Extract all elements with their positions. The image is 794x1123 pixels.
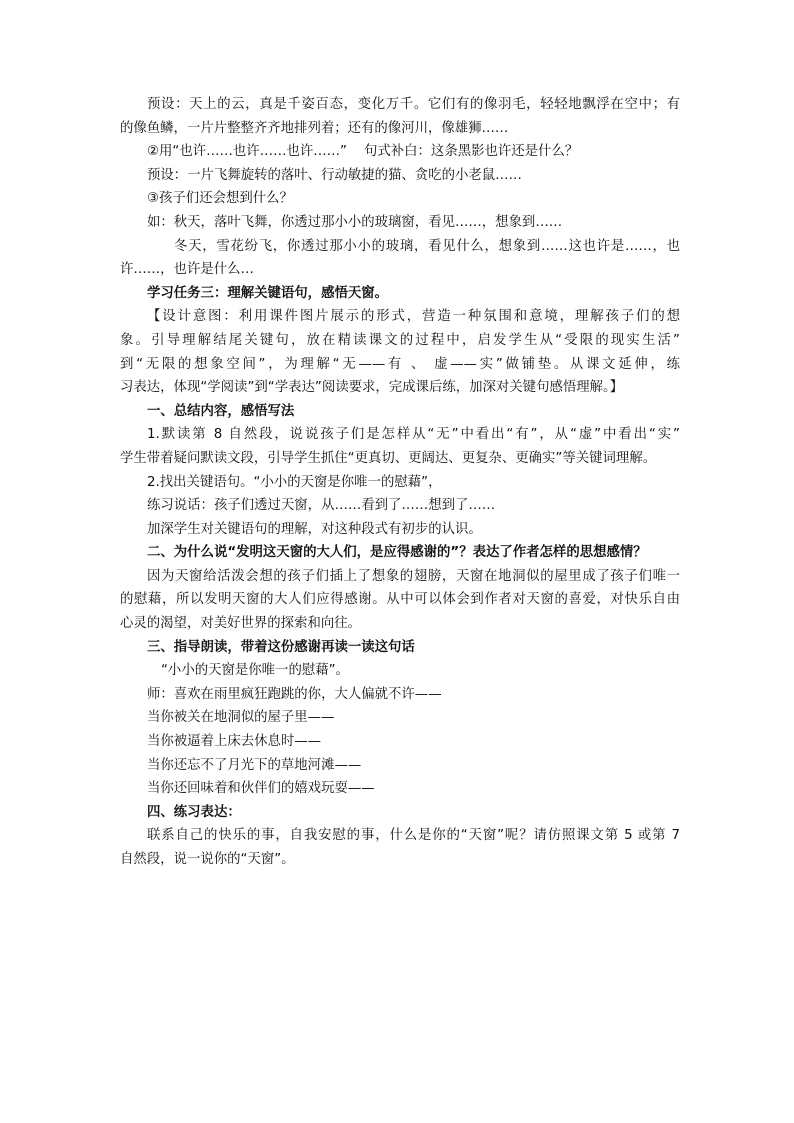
paragraph-preset-shadow: 预设：一片飞舞旋转的落叶、行动敏捷的猫、贪吃的小老鼠…… <box>147 167 522 183</box>
reading-key-sentence: “小小的天窗是你唯一的慰藉”。 <box>161 663 349 679</box>
step-two-key-sentence: 2.找出关键语句。“小小的天窗是你唯一的慰藉”， <box>147 474 442 490</box>
heading-section-two: 二、为什么说“发明这天窗的大人们，是应得感谢的”？表达了作者怎样的思想感情？ <box>147 545 647 561</box>
heading-section-one: 一、总结内容，感悟写法 <box>147 403 295 419</box>
prompt-forced-bed: 当你被逼着上床去休息时—— <box>147 734 322 750</box>
heading-task-three: 学习任务三：理解关键语句，感悟天窗。 <box>147 285 389 301</box>
step-one-read: 1.默读第 8 自然段，说说孩子们是怎样从“无”中看出“有”，从“虚”中看出“实” <box>147 427 680 443</box>
prompt-moonlight: 当你还忘不了月光下的草地河滩—— <box>147 757 362 773</box>
example-autumn: 如：秋天，落叶飞舞，你透过那小小的玻璃窗，看见……，想象到…… <box>147 214 563 230</box>
practice-speaking: 练习说话：孩子们透过天窗，从……看到了……想到了…… <box>147 498 496 514</box>
expression-line1: 联系自己的快乐的事，自我安慰的事，什么是你的“天窗”呢？请仿照课文第 5 或第 7 <box>147 828 680 844</box>
exercise-children-imagine: ③孩子们还会想到什么？ <box>147 191 293 207</box>
heading-section-three: 三、指导朗读，带着这份感谢再读一读这句话 <box>147 639 415 655</box>
prompt-locked-room: 当你被关在地洞似的屋子里—— <box>147 710 335 726</box>
example-winter-line1: 冬天，雪花纷飞，你透过那小小的玻璃，看见什么，想象到……这也许是……，也 <box>174 238 680 254</box>
design-intent-line1: 【设计意图：利用课件图片展示的形式，营造一种氛围和意境，理解孩子们的想 <box>147 309 680 325</box>
exercise-maybe-sentence: ②用“也许……也许……也许……” 句式补白：这条黑影也许还是什么？ <box>147 144 579 160</box>
prompt-friends-play: 当你还回味着和伙伴们的嬉戏玩耍—— <box>147 781 375 797</box>
paragraph-preset-clouds-line1: 预设：天上的云，真是千姿百态，变化万千。它们有的像羽毛，轻轻地飘浮在空中；有 <box>147 97 680 112</box>
answer-line2: 的慰藉，所以发明天窗的大人们应得感谢。从中可以体会到作者对天窗的喜爱，对快乐自由 <box>120 592 680 608</box>
design-intent-line2: 象。引导理解结尾关键句，放在精读课文的过程中，启发学生从“受限的现实生活” <box>120 332 680 348</box>
example-winter-line2: 许……，也许是什么… <box>120 262 254 278</box>
teacher-prompt: 师：喜欢在雨里疯狂跑跳的你，大人偏就不许—— <box>147 686 442 702</box>
deepen-understanding: 加深学生对关键语句的理解，对这种段式有初步的认识。 <box>147 521 482 537</box>
design-intent-line4: 习表达，体现“学阅读”到“学表达”阅读要求，完成课后练，加深对关键句感悟理解。】 <box>120 380 624 396</box>
answer-line3: 心灵的渴望，对美好世界的探索和向往。 <box>120 616 362 632</box>
answer-line1: 因为天窗给活泼会想的孩子们插上了想象的翅膀，天窗在地洞似的屋里成了孩子们唯一 <box>147 568 680 584</box>
paragraph-preset-clouds-line2: 的像鱼鳞，一片片整整齐齐地排列着；还有的像河川，像雄狮…… <box>120 120 509 136</box>
design-intent-line3: 到“无限的想象空间”，为理解“无——有 、 虚——实”做铺垫。从课文延伸，练 <box>120 356 680 372</box>
step-one-guide: 学生带着疑问默读文段，引导学生抓住“更真切、更阔达、更复杂、更确实”等关键词理解。 <box>120 450 657 466</box>
expression-line2: 自然段，说一说你的“天窗”。 <box>120 852 295 867</box>
heading-section-four: 四、练习表达： <box>147 804 241 820</box>
document-body <box>120 93 680 872</box>
